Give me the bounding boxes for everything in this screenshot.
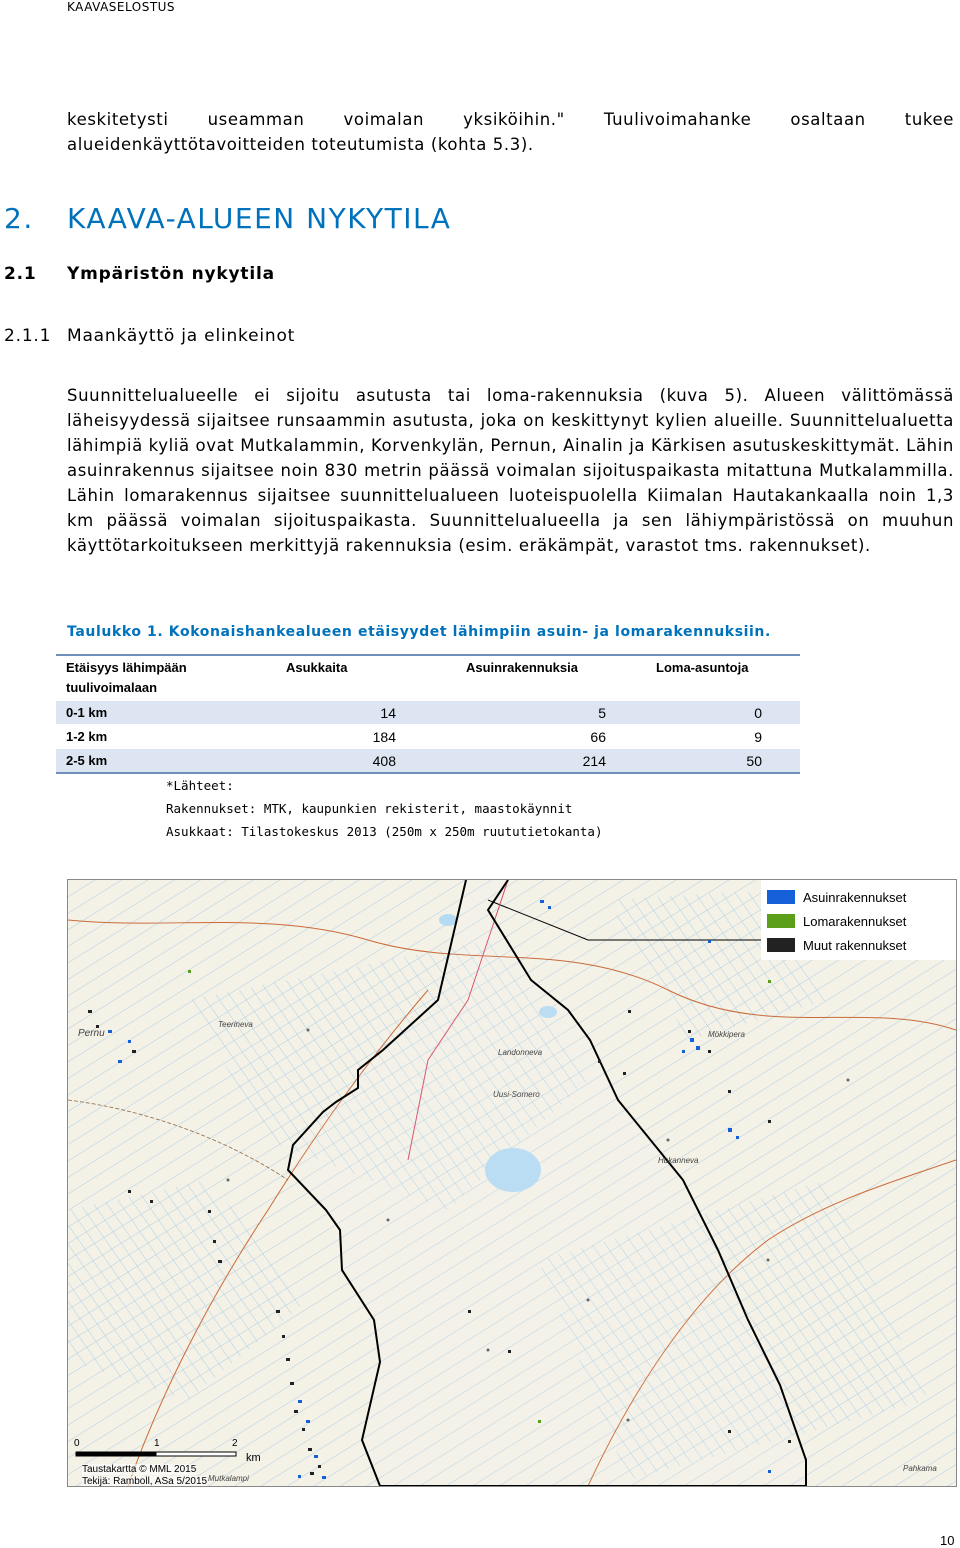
- sources-title: *Lähteet:: [166, 778, 234, 793]
- pond: [439, 914, 457, 926]
- intro-paragraph: keskitetysti useamman voimalan yksiköihin." Tuulivoimahanke osaltaan tukee alueidenkäyttötavoitteiden toteutumista (kohta 5.3).: [67, 110, 954, 154]
- legend-item: [767, 936, 906, 954]
- map-credit: Taustakartta © MML 2015: [82, 1464, 197, 1475]
- scale-unit-label: km: [246, 1452, 261, 1464]
- legend-item: [767, 888, 906, 906]
- place-label: Pernu: [78, 1028, 105, 1039]
- subsubsection-title: Maankäyttö ja elinkeinot: [67, 326, 296, 346]
- map-legend: [761, 880, 956, 960]
- legend-item: [767, 912, 906, 930]
- place-label: Pahkama: [903, 1464, 937, 1473]
- sources-note: [166, 774, 603, 843]
- subsection-number: 2.1: [4, 264, 37, 284]
- place-label: Landonneva: [498, 1048, 543, 1057]
- distance-cell: 1-2 km: [56, 725, 276, 749]
- map-background: [68, 880, 956, 1486]
- place-label: Mökkipera: [708, 1030, 745, 1039]
- table-row: [56, 749, 800, 774]
- place-label: Teerineva: [218, 1020, 253, 1029]
- scale-tick-label: 2: [232, 1438, 238, 1449]
- residential-buildings-cell: 66: [456, 725, 646, 749]
- table-header-row: [56, 655, 800, 701]
- section-title: KAAVA-ALUEEN NYKYTILA: [67, 202, 452, 235]
- subsubsection-number: 2.1.1: [4, 326, 52, 346]
- buildings-map: [67, 879, 957, 1487]
- residential-buildings-cell: 214: [456, 749, 646, 774]
- scale-tick-label: 1: [154, 1438, 160, 1449]
- running-header: KAAVASELOSTUS: [67, 0, 176, 14]
- subsection-title: Ympäristön nykytila: [67, 264, 275, 284]
- section-number: 2.: [4, 202, 34, 235]
- place-label: Mutkalampi: [208, 1474, 249, 1483]
- place-label: Hukanneva: [658, 1156, 699, 1165]
- table-row: [56, 725, 800, 749]
- map-author: Tekijä: Ramboll, ASa 5/2015: [82, 1476, 208, 1487]
- residential-buildings-cell: 5: [456, 701, 646, 725]
- table-row: [56, 701, 800, 725]
- legend-label: Lomarakennukset: [803, 913, 907, 929]
- residents-cell: 408: [276, 749, 456, 774]
- place-label: Uusi-Somero: [493, 1090, 540, 1099]
- residents-cell: 184: [276, 725, 456, 749]
- holiday-homes-cell: 9: [646, 725, 800, 749]
- holiday-homes-cell: 50: [646, 749, 800, 774]
- legend-swatch: [767, 938, 795, 952]
- page-number: 10: [940, 1533, 955, 1548]
- scale-tick-label: 0: [74, 1438, 80, 1449]
- legend-swatch: [767, 890, 795, 904]
- distance-cell: 0-1 km: [56, 701, 276, 725]
- legend-swatch: [767, 914, 795, 928]
- column-header: Etäisyys lähimpään tuulivoimalaan: [56, 655, 276, 701]
- sources-line: Rakennukset: MTK, kaupunkien rekisterit, maastokäynnit: [166, 801, 573, 816]
- distance-table: [56, 654, 800, 774]
- residents-cell: 14: [276, 701, 456, 725]
- holiday-homes-cell: 0: [646, 701, 800, 725]
- table-caption: Taulukko 1. Kokonaishankealueen etäisyydet lähimpiin asuin- ja lomarakennuksiin.: [67, 624, 771, 640]
- distance-cell: 2-5 km: [56, 749, 276, 774]
- column-header: Loma-asuntoja: [646, 655, 800, 701]
- legend-label: Asuinrakennukset: [803, 889, 907, 905]
- column-header: Asukkaita: [276, 655, 456, 701]
- column-header: Asuinrakennuksia: [456, 655, 646, 701]
- main-paragraph: Suunnittelualueelle ei sijoitu asutusta tai loma-rakennuksia (kuva 5). Alueen välittömässä läheisyydessä sijaitsee runsaammin asutusta, joka on keskittynyt kylien alueille. Suunnittelualuetta lähimpiä kyliä ovat Mutkalammin, Korvenkylän, Pernun, Ainalin ja Kärkisen asutuskeskittymät. Lähin asuinrakennus sijaitsee noin 830 metrin päässä voimalan sijoituspaikasta mitattuna Mutkalammilla. Lähin lomarakennus sijaitsee suunnittelualueen luoteispuolella Kiimalan Hautakankaalla noin 1,3 km päässä voimalan sijoituspaikasta. Suunnittelualueella ja sen lähiympäristössä on muuhun käyttötarkoitukseen merkittyjä rakennuksia (esim. eräkämpät, varastot tms. rakennukset).: [67, 386, 954, 555]
- legend-label: Muut rakennukset: [803, 937, 907, 953]
- sources-line: Asukkaat: Tilastokeskus 2013 (250m x 250m ruututietokanta): [166, 824, 603, 839]
